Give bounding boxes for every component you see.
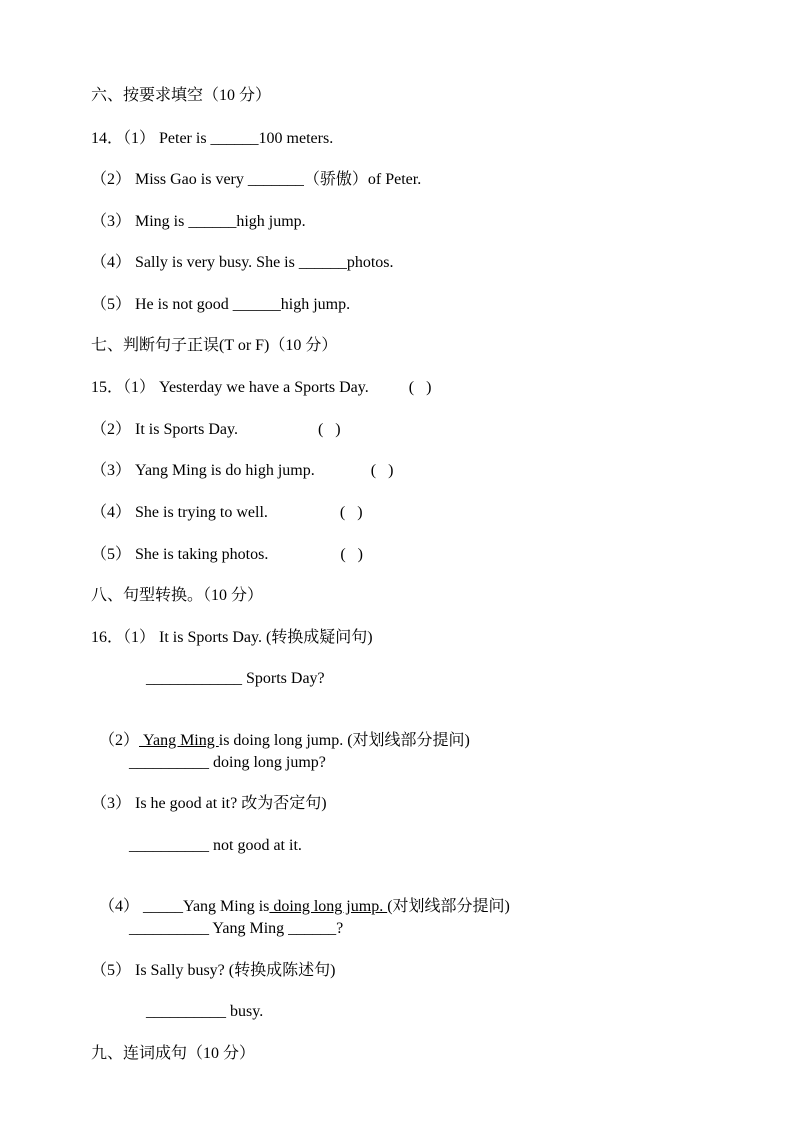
question-15-5: （5） She is taking photos. ( ) (91, 546, 363, 563)
question-16-4-text: (对划线部分提问) (387, 898, 510, 915)
answer-16-1: ____________ Sports Day? (146, 670, 325, 687)
answer-16-2: __________ doing long jump? (129, 754, 326, 771)
answer-16-4: __________ Yang Ming ______? (129, 920, 344, 937)
question-15-4: （4） She is trying to well. ( ) (91, 504, 363, 521)
question-16-4 (91, 877, 510, 917)
answer-16-5: __________ busy. (146, 1003, 264, 1020)
question-14-3: （3） Ming is ______high jump. (91, 213, 306, 230)
section-9-heading: 九、连词成句（10 分） (91, 1045, 256, 1062)
answer-16-3: __________ not good at it. (129, 837, 302, 854)
question-16-1: 16．（1） It is Sports Day. (转换成疑问句) (91, 629, 373, 646)
section-8-heading: 八、句型转换。（10 分） (91, 587, 264, 604)
question-14-2: （2） Miss Gao is very _______（骄傲）of Peter. (91, 171, 422, 188)
question-14-1: 14．（1） Peter is ______100 meters. (91, 130, 334, 147)
question-14-4: （4） Sally is very busy. She is ______photos. (91, 254, 394, 271)
section-7-heading: 七、判断句子正误(T or F)（10 分） (91, 337, 338, 354)
question-16-4-start: （4） _____Yang Ming is (99, 898, 270, 915)
question-14-5: （5） He is not good ______high jump. (91, 296, 351, 313)
question-15-3: （3） Yang Ming is do high jump. ( ) (91, 462, 394, 479)
question-16-5: （5） Is Sally busy? (转换成陈述句) (91, 962, 336, 979)
question-16-3: （3） Is he good at it? 改为否定句) (91, 795, 327, 812)
question-16-2-text: is doing long jump. (对划线部分提问) (218, 732, 470, 749)
question-15-2: （2） It is Sports Day. ( ) (91, 421, 341, 438)
section-6-heading: 六、按要求填空（10 分） (91, 87, 272, 104)
question-16-2-underlined: Yang Ming (139, 732, 219, 749)
question-16-2-number: （2） (99, 732, 140, 749)
question-16-2 (91, 711, 470, 751)
question-16-4-underlined: doing long jump. (269, 898, 388, 915)
question-15-1: 15．（1） Yesterday we have a Sports Day. ( ) (91, 379, 432, 396)
